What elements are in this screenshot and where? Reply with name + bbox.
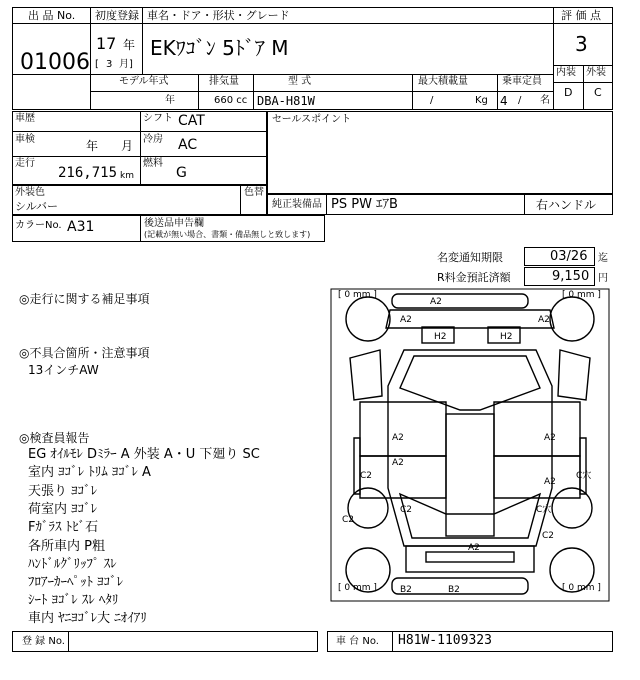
inspection-year: 年 xyxy=(86,139,99,153)
mark-rear-panel-right: C穴 xyxy=(536,505,552,515)
lot-no-label: 出 品 No. xyxy=(28,9,76,22)
mark-rear-bumper-center: B2 xyxy=(448,585,460,595)
max-load-unit: Kg xyxy=(475,95,488,106)
inspection-label: 車検 xyxy=(15,134,35,145)
steering-value: 右ハンドル xyxy=(536,198,597,212)
inspector-line: EG ｵｲﾙﾓﾚ Dﾐﾗｰ A 外装 A・U 下廻り SC xyxy=(28,447,260,462)
mileage-unit: km xyxy=(120,171,134,181)
first-reg-label: 初度登録 xyxy=(95,9,139,22)
rear-bumper-shape xyxy=(392,578,528,594)
tire-fr-label: [ 0 mm ] xyxy=(562,290,601,300)
mark-hood-right: A2 xyxy=(538,315,550,325)
model-year-label: モデル年式 xyxy=(119,76,169,87)
inspector-line: 室内 ﾖｺﾞﾚ ﾄﾘﾑ ﾖｺﾞﾚ A xyxy=(28,465,151,480)
mark-hood-left: A2 xyxy=(400,315,412,325)
first-reg-year-label: 年 xyxy=(123,38,136,52)
interior-label: 内装 xyxy=(556,67,576,78)
mark-front-door-left: A2 xyxy=(392,433,404,443)
equipment-label: 純正装備品 xyxy=(272,199,322,210)
inspector-line: ﾊﾝﾄﾞﾙｸﾞﾘｯﾌﾟ ｽﾚ xyxy=(28,557,117,572)
model-year-unit: 年 xyxy=(165,95,175,106)
mark-headlight-left: H2 xyxy=(434,332,447,342)
displacement: 660 cc xyxy=(214,95,248,106)
mark-roof-rear: A2 xyxy=(468,543,480,553)
front-bumper-shape xyxy=(392,294,528,308)
name-change-unit: 迄 xyxy=(598,253,608,264)
recycle-unit: 円 xyxy=(598,273,608,284)
shift-value: CAT xyxy=(178,113,205,129)
inspector-line: ｼｰﾄ ﾖｺﾞﾚ ｽﾚ ﾍﾀﾘ xyxy=(28,593,119,608)
chassis-label: 車 台 No. xyxy=(336,636,379,647)
body-outline-shape xyxy=(388,350,555,546)
model-label: 型 式 xyxy=(288,76,312,87)
mark-rear-wheel-right: C2 xyxy=(542,531,555,541)
car-damage-diagram xyxy=(330,288,610,602)
name-change-value: 03/26 xyxy=(550,249,588,264)
car-name: EKﾜｺﾞﾝ 5ﾄﾞｱ M xyxy=(150,36,289,60)
capacity-unit: 名 xyxy=(540,95,550,106)
first-reg-month-label: 月] xyxy=(119,59,133,70)
capacity-slash: / xyxy=(518,95,522,106)
defects-title: ◎不具合箇所・注意事項 xyxy=(19,346,150,360)
interior-grade: D xyxy=(564,86,573,99)
max-load-label: 最大積載量 xyxy=(418,76,468,87)
chassis-no: H81W-1109323 xyxy=(398,633,492,648)
displacement-label: 排気量 xyxy=(209,76,239,87)
lot-no: 01006 xyxy=(20,50,90,75)
mark-rear-bumper-left: B2 xyxy=(400,585,412,595)
grade-label: 評 価 点 xyxy=(561,9,601,22)
inspector-line: 各所車内 P粗 xyxy=(28,539,105,554)
tire-fl-label: [ 0 mm ] xyxy=(338,290,377,300)
reg-no-label: 登 録 No. xyxy=(22,636,65,647)
mark-rear-door-left: A2 xyxy=(392,458,404,468)
tire-rl-label: [ 0 mm ] xyxy=(338,583,377,593)
recolor-label: 色替 xyxy=(244,187,264,198)
color-no-label: カラーNo. xyxy=(15,220,62,231)
shipping-label: 後送品申告欄 xyxy=(144,218,204,229)
equipment-value: PS PW ｴｱB xyxy=(331,197,398,212)
mark-front-door-right: A2 xyxy=(544,433,556,443)
tire-rr-label: [ 0 mm ] xyxy=(562,583,601,593)
month-open: [ xyxy=(95,59,99,70)
first-reg-month: 3 xyxy=(106,59,113,70)
exterior-label: 外装 xyxy=(586,67,606,78)
roof-shape xyxy=(446,414,494,536)
inspection-month: 月 xyxy=(121,139,134,153)
inspector-line: 荷室内 ﾖｺﾞﾚ xyxy=(28,502,98,517)
inspector-line: ﾌﾛｱｰｶｰﾍﾟｯﾄ ﾖｺﾞﾚ xyxy=(28,575,124,590)
inspector-line: Fｶﾞﾗｽ ﾄﾋﾞ石 xyxy=(28,520,99,535)
mark-front-fender-left: C2 xyxy=(360,471,373,481)
max-load-slash: / xyxy=(430,95,434,106)
exterior-grade: C xyxy=(594,86,602,99)
ac-value: AC xyxy=(178,137,198,153)
mark-rear-panel-left: C2 xyxy=(400,505,413,515)
ac-label: 冷房 xyxy=(143,134,163,145)
tire-fr-shape xyxy=(550,297,594,341)
tire-fl-shape xyxy=(346,297,390,341)
inspector-line: 車内 ﾔﾆﾖｺﾞﾚ大 ﾆｵｲｱﾘ xyxy=(28,611,147,626)
defects-line: 13インチAW xyxy=(28,363,99,377)
inspector-line: 天張り ﾖｺﾞﾚ xyxy=(28,484,98,499)
fuel-label: 燃料 xyxy=(143,158,163,169)
overall-grade: 3 xyxy=(575,32,588,56)
fuel-value: G xyxy=(176,165,187,181)
driving-notes-title: ◎走行に関する補足事項 xyxy=(19,292,150,306)
first-reg-year: 17 xyxy=(96,34,117,53)
car-name-label: 車名・ドア・形状・グレード xyxy=(147,9,290,22)
mark-quarter-right: C穴 xyxy=(576,471,592,481)
mark-rear-wheel-left: C2 xyxy=(342,515,355,525)
mileage-value: 216,715 xyxy=(58,165,118,181)
mark-rear-door-right: A2 xyxy=(544,477,556,487)
color-label: 外装色 xyxy=(15,187,45,198)
name-change-label: 名変通知期限 xyxy=(437,251,503,264)
history-label: 車歴 xyxy=(15,113,35,124)
color-no-value: A31 xyxy=(67,219,95,235)
sales-point-label: セールスポイント xyxy=(272,114,352,125)
color-value: シルバー xyxy=(15,200,58,213)
capacity: 4 xyxy=(500,94,508,108)
model: DBA-H81W xyxy=(257,94,315,108)
mark-headlight-right: H2 xyxy=(500,332,513,342)
mark-front-bumper: A2 xyxy=(430,297,442,307)
recycle-value: 9,150 xyxy=(552,269,590,284)
capacity-label: 乗車定員 xyxy=(502,76,542,87)
shipping-note: (記載が無い場合、書類・備品無しと致します) xyxy=(144,230,311,239)
inspector-title: ◎検査員報告 xyxy=(19,431,90,445)
mileage-label: 走行 xyxy=(15,158,35,169)
shift-label: シフト xyxy=(143,113,173,124)
recycle-label: R料金預託済額 xyxy=(437,271,511,284)
